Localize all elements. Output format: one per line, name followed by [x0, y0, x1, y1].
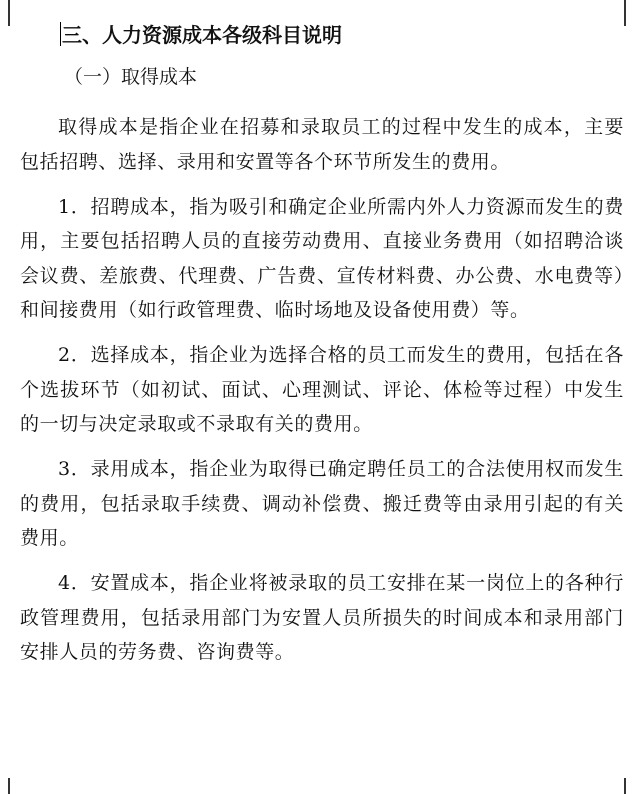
text-cursor: [60, 22, 61, 46]
document-body: [20, 110, 624, 680]
paragraph-hiring-cost[interactable]: 3．录用成本，指企业为取得已确定聘任员工的合法使用权而发生的费用，包括录取手续费、调动补偿费、搬迁费等由录用引起的有关费用。: [20, 458, 624, 549]
subsection-heading[interactable]: （一）取得成本: [64, 66, 198, 88]
page-corner-mark-bottom-left: [8, 778, 10, 794]
section-heading[interactable]: [60, 20, 342, 50]
paragraph-selection-cost[interactable]: 2．选择成本，指企业为选择合格的员工而发生的费用，包括在各个选拔环节（如初试、面试、心理测试、评论、体检等过程）中发生的一切与决定录取或不录取有关的费用。: [20, 344, 624, 435]
paragraph-placement-cost[interactable]: 4．安置成本，指企业将被录取的员工安排在某一岗位上的各种行政管理费用，包括录用部门为安置人员所损失的时间成本和录用部门安排人员的劳务费、咨询费等。: [20, 572, 624, 663]
section-heading-text[interactable]: 三、人力资源成本各级科目说明: [62, 23, 342, 47]
paragraph-recruitment-cost[interactable]: 1．招聘成本，指为吸引和确定企业所需内外人力资源而发生的费用，主要包括招聘人员的直接劳动费用、直接业务费用（如招聘洽谈会议费、差旅费、代理费、广告费、宣传材料费、办公费、水电费等）和间接费用（如行政管理费、临时场地及设备使用费）等。: [20, 195, 624, 321]
page-corner-mark-bottom-right: [624, 778, 626, 794]
page-corner-mark-top-right: [624, 0, 626, 26]
page-corner-mark-top-left: [8, 0, 10, 26]
paragraph-intro[interactable]: 取得成本是指企业在招募和录取员工的过程中发生的成本，主要包括招聘、选择、录用和安置等各个环节所发生的费用。: [20, 116, 624, 173]
